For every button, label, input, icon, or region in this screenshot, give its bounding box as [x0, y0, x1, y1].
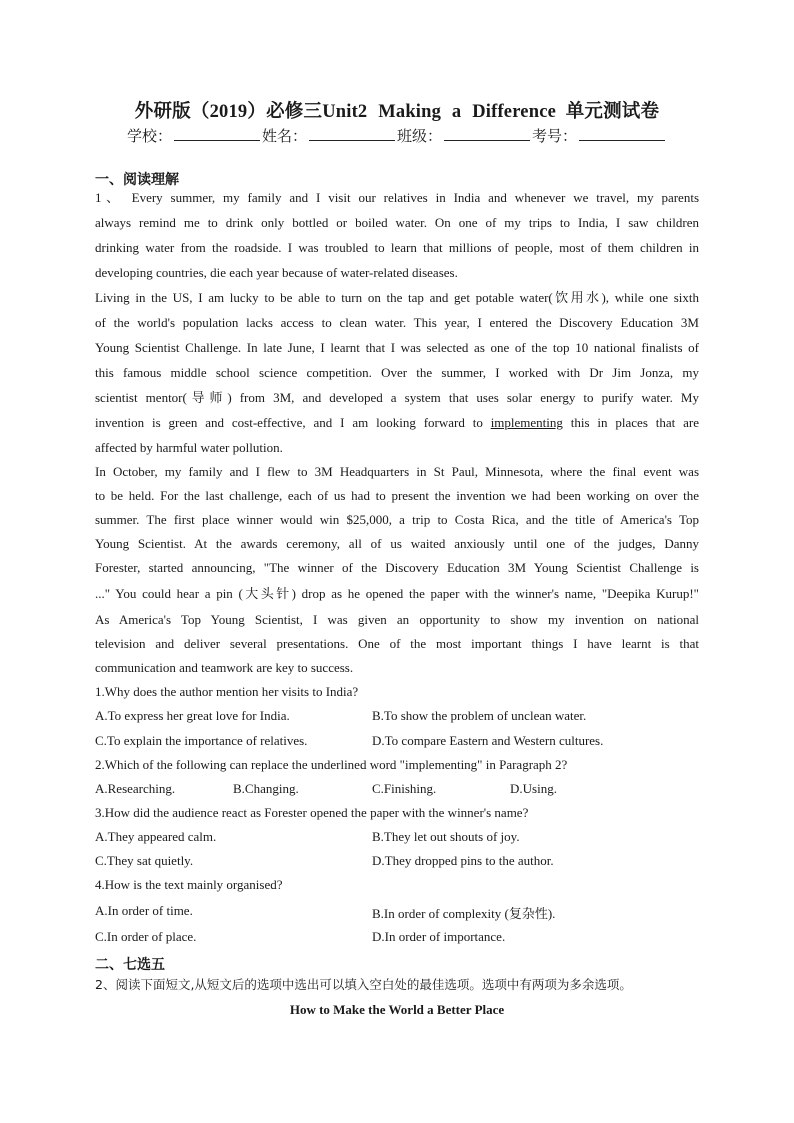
passage-line: developing countries, die each year because of water-related diseases. — [95, 265, 458, 280]
class-blank[interactable] — [444, 126, 530, 141]
passage-line: affected by harmful water pollution. — [95, 440, 283, 455]
exam-number-label: 考号： — [532, 129, 578, 145]
q3-option-b[interactable]: B.They let out shouts of joy. — [372, 829, 520, 844]
passage-line: drinking water from the roadside. I was troubled to learn that millions of people, most of them children in — [95, 240, 699, 255]
exam-number-blank[interactable] — [579, 126, 665, 141]
title-en: Unit2 Making a Difference — [322, 102, 557, 122]
q4-option-c[interactable]: C.In order of place. — [95, 929, 197, 944]
passage-title: How to Make the World a Better Place — [289, 1002, 505, 1017]
name-label: 姓名： — [261, 129, 307, 145]
question-2-stem: 2.Which of the following can replace the underlined word "implementing" in Paragraph 2? — [95, 757, 568, 772]
passage-line: scientist mentor(导师) from 3M, and developed a system that uses solar energy to purify water. My — [95, 390, 699, 405]
q2-option-a[interactable]: A.Researching. — [95, 781, 176, 796]
passage-line: of the world's population lacks access to clean water. This year, I entered the Discovery Education 3M — [95, 315, 699, 330]
passage-line: ..." You could hear a pin (大头针) drop as he opened the paper with the winner's name, "Deepika Kurup!" — [95, 586, 699, 601]
underlined-word: implementing — [490, 415, 563, 430]
name-blank[interactable] — [309, 126, 395, 141]
q1-option-b[interactable]: B.To show the problem of unclean water. — [372, 708, 587, 723]
q2-option-b[interactable]: B.Changing. — [233, 781, 299, 796]
q3-option-d[interactable]: D.They dropped pins to the author. — [372, 853, 554, 868]
q4-option-d[interactable]: D.In order of importance. — [372, 929, 506, 944]
passage-line: always remind me to drink only bottled or boiled water. On one of my trips to India, I saw children — [95, 215, 699, 230]
passage-line: television and deliver several presentations. One of the most important things I have learnt is that — [95, 636, 699, 651]
q1-option-d[interactable]: D.To compare Eastern and Western cultures. — [372, 733, 604, 748]
passage-line: 1、 Every summer, my family and I visit our relatives in India and whenever we travel, my parents — [95, 190, 699, 205]
passage-line: In October, my family and I flew to 3M Headquarters in St Paul, Minnesota, where the final event was — [95, 464, 699, 479]
question-4-stem: 4.How is the text mainly organised? — [95, 877, 283, 892]
text-before-underline: invention is green and cost-effective, and I am looking forward to — [95, 415, 491, 430]
q1-option-c[interactable]: C.To explain the importance of relatives. — [95, 733, 308, 748]
passage-line: Living in the US, I am lucky to be able to turn on the tap and get potable water(饮用水), while one sixth — [95, 290, 699, 305]
passage-line: Young Scientist. At the awards ceremony, all of us waited anxiously until one of the judges, Danny — [95, 536, 699, 551]
school-blank[interactable] — [174, 126, 260, 141]
class-label: 班级： — [397, 129, 443, 145]
school-label: 学校： — [126, 129, 172, 145]
title-suffix: 单元测试卷 — [565, 102, 660, 122]
q1-option-a[interactable]: A.To express her great love for India. — [95, 708, 290, 723]
passage-line: to be held. For the last challenge, each of us had to present the invention we had been working on over the — [95, 488, 699, 503]
q2-option-d[interactable]: D.Using. — [510, 781, 557, 796]
student-info-row — [0, 125, 794, 146]
passage-line: Forester, started announcing, "The winner of the Discovery Education 3M Young Scientist Challenge is — [95, 560, 699, 575]
q4-option-a[interactable]: A.In order of time. — [95, 903, 193, 918]
q3-option-a[interactable]: A.They appeared calm. — [95, 829, 217, 844]
exam-title — [0, 97, 794, 123]
passage-line: As America's Top Young Scientist, I was given an opportunity to show my invention on national — [95, 612, 699, 627]
section-heading-seven-choose-five: 二、七选五 — [95, 957, 165, 973]
question-1-stem: 1.Why does the author mention her visits to India? — [95, 684, 359, 699]
q4-option-b[interactable]: B.In order of complexity (复杂性). — [372, 906, 556, 921]
passage-line: this famous middle school science competition. Over the summer, I worked with Dr Jim Jonza, my — [95, 365, 699, 380]
title-cn: 外研版（2019）必修三 — [134, 102, 323, 122]
q3-option-c[interactable]: C.They sat quietly. — [95, 853, 194, 868]
passage-line: summer. The first place winner would win $25,000, a trip to Costa Rica, and the title of America's Top — [95, 512, 699, 527]
q2-option-c[interactable]: C.Finishing. — [372, 781, 437, 796]
section-2-instruction: 2、阅读下面短文,从短文后的选项中选出可以填入空白处的最佳选项。选项中有两项为多余选项。 — [95, 977, 632, 992]
text-after-underline: this in places that are — [562, 415, 699, 430]
question-3-stem: 3.How did the audience react as Forester opened the paper with the winner's name? — [95, 805, 529, 820]
passage-line-underlined — [95, 415, 699, 431]
section-heading-reading: 一、阅读理解 — [95, 172, 179, 188]
passage-line: Young Scientist Challenge. In late June, I learnt that I was selected as one of the top 10 national finalists of — [95, 340, 699, 355]
passage-line: communication and teamwork are key to success. — [95, 660, 354, 675]
